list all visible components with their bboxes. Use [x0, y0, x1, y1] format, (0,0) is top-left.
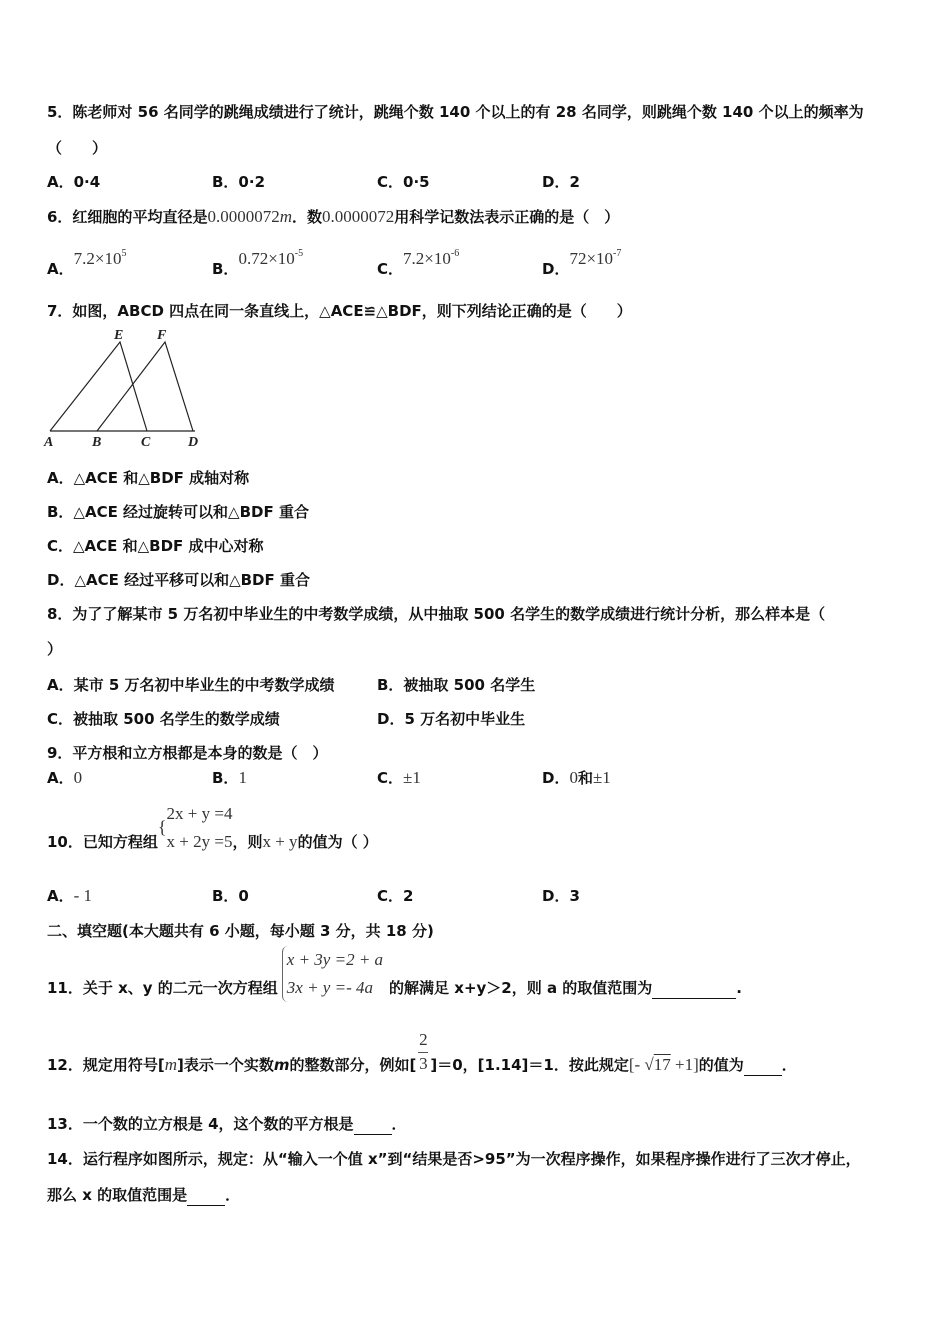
q5-option-d: D．2: [542, 173, 580, 191]
triangle-ace: [50, 342, 147, 431]
q6-option-c: C．$7.2\times 10^{-6}$: [377, 248, 460, 278]
q14-line2: 那么 x 的取值范围是 ．: [47, 1186, 241, 1204]
q5-option-c: C．0·5: [377, 173, 430, 191]
q11-equation-system: [282, 946, 383, 1002]
q10-brace: {: [157, 817, 167, 837]
label-f: F: [157, 328, 167, 343]
q8-option-a: A．某市 5 万名初中毕业生的中考数学成绩: [47, 676, 335, 694]
q12-text: 12．规定用符号[m]表示一个实数m的整数部分，例如[ $\frac{2}{3}$ ]＝0，[1.14]＝1．按此规定[- √17 +1]的值为 ．: [47, 1030, 797, 1074]
q7-option-a: A．△ACE 和△BDF 成轴对称: [47, 469, 250, 487]
q8-text-cont: ）: [47, 640, 63, 658]
q10-option-a: A．- 1: [47, 886, 93, 905]
q8-option-b: B．被抽取 500 名学生: [377, 676, 536, 694]
q9-text: 9．平方根和立方根都是本身的数是（ ）: [47, 744, 328, 762]
q10-equation-system: [167, 800, 233, 856]
q9-option-b: B．1: [212, 768, 247, 787]
q7-option-d: D．△ACE 经过平移可以和△BDF 重合: [47, 571, 310, 589]
q12-fraction-denominator: 3: [419, 1054, 428, 1073]
q5-option-b: B．0·2: [212, 173, 266, 191]
q11-eq1: x + 3y =2 + a: [286, 950, 384, 969]
q12-fraction-bar: [418, 1052, 428, 1053]
section-2-heading: 二、填空题(本大题共有 6 小题，每小题 3 分，共 18 分): [47, 922, 434, 940]
q7-triangle-figure: [40, 325, 210, 455]
q7-text: 7．如图，ABCD 四点在同一条直线上，△ACE≌△BDF，则下列结论正确的是（ ）: [47, 302, 632, 320]
q11-eq2: 3x + y =- 4a: [286, 978, 373, 997]
q12-fraction: [418, 1030, 428, 1074]
q10-option-d: D．3: [542, 887, 580, 905]
label-a: A: [44, 435, 54, 450]
triangle-bdf: [97, 342, 193, 431]
label-b: B: [92, 435, 102, 450]
q7-option-c: C．△ACE 和△BDF 成中心对称: [47, 537, 264, 555]
q11-text: 11．关于 x、y 的二元一次方程组 x + 3y =2 + a 3x + y =- 4a 的解满足 x+y＞2，则 a 的取值范围为 .: [47, 946, 742, 1002]
q8-text: 8．为了了解某市 5 万名初中毕业生的中考数学成绩，从中抽取 500 名学生的数学成绩进行统计分析，那么样本是（: [47, 605, 826, 623]
label-d: D: [188, 435, 199, 450]
q9-option-c: C．±1: [377, 768, 421, 787]
q8-option-c: C．被抽取 500 名学生的数学成绩: [47, 710, 280, 728]
q10-option-b: B．0: [212, 887, 249, 905]
label-c: C: [141, 435, 151, 450]
q6-option-a: A．$7.2\times 10^5$: [47, 248, 127, 278]
q6-text: 6．红细胞的平均直径是0.0000072m．数0.0000072用科学记数法表示正确的是（ ）: [47, 207, 620, 226]
q7-option-b: B．△ACE 经过旋转可以和△BDF 重合: [47, 503, 309, 521]
q6-option-b: B．$0.72\times 10^{-5}$: [212, 248, 304, 278]
q12-fraction-numerator: 2: [419, 1030, 428, 1049]
q13-text: 13．一个数的立方根是 4，这个数的平方根是 ．: [47, 1115, 407, 1133]
q10-option-c: C．2: [377, 887, 414, 905]
q5-text: 5．陈老师对 56 名同学的跳绳成绩进行了统计，跳绳个数 140 个以上的有 28 名同学，则跳绳个数 140 个以上的频率为: [47, 103, 864, 121]
q14-line1: 14．运行程序如图所示，规定：从“输入一个值 x”到“结果是否>95”为一次程序操作，如果程序操作进行了三次才停止，: [47, 1150, 861, 1168]
label-e: E: [114, 328, 124, 343]
q8-option-d: D．5 万名初中毕业生: [377, 710, 526, 728]
q9-option-a: A．0: [47, 768, 83, 787]
q5-option-a: A．0·4: [47, 173, 101, 191]
q10-text: 10．已知方程组{ 2x + y =4 x + 2y =5 ，则x + y的值为（ ）: [47, 800, 378, 856]
q9-option-d: D．0和±1: [542, 768, 611, 787]
q6-option-d: D．$72\times 10^{-7}$: [542, 248, 622, 278]
q5-paren: （ ）: [47, 139, 108, 157]
q10-eq1: 2x + y =4: [166, 804, 233, 823]
q10-eq2: x + 2y =5: [166, 832, 233, 851]
